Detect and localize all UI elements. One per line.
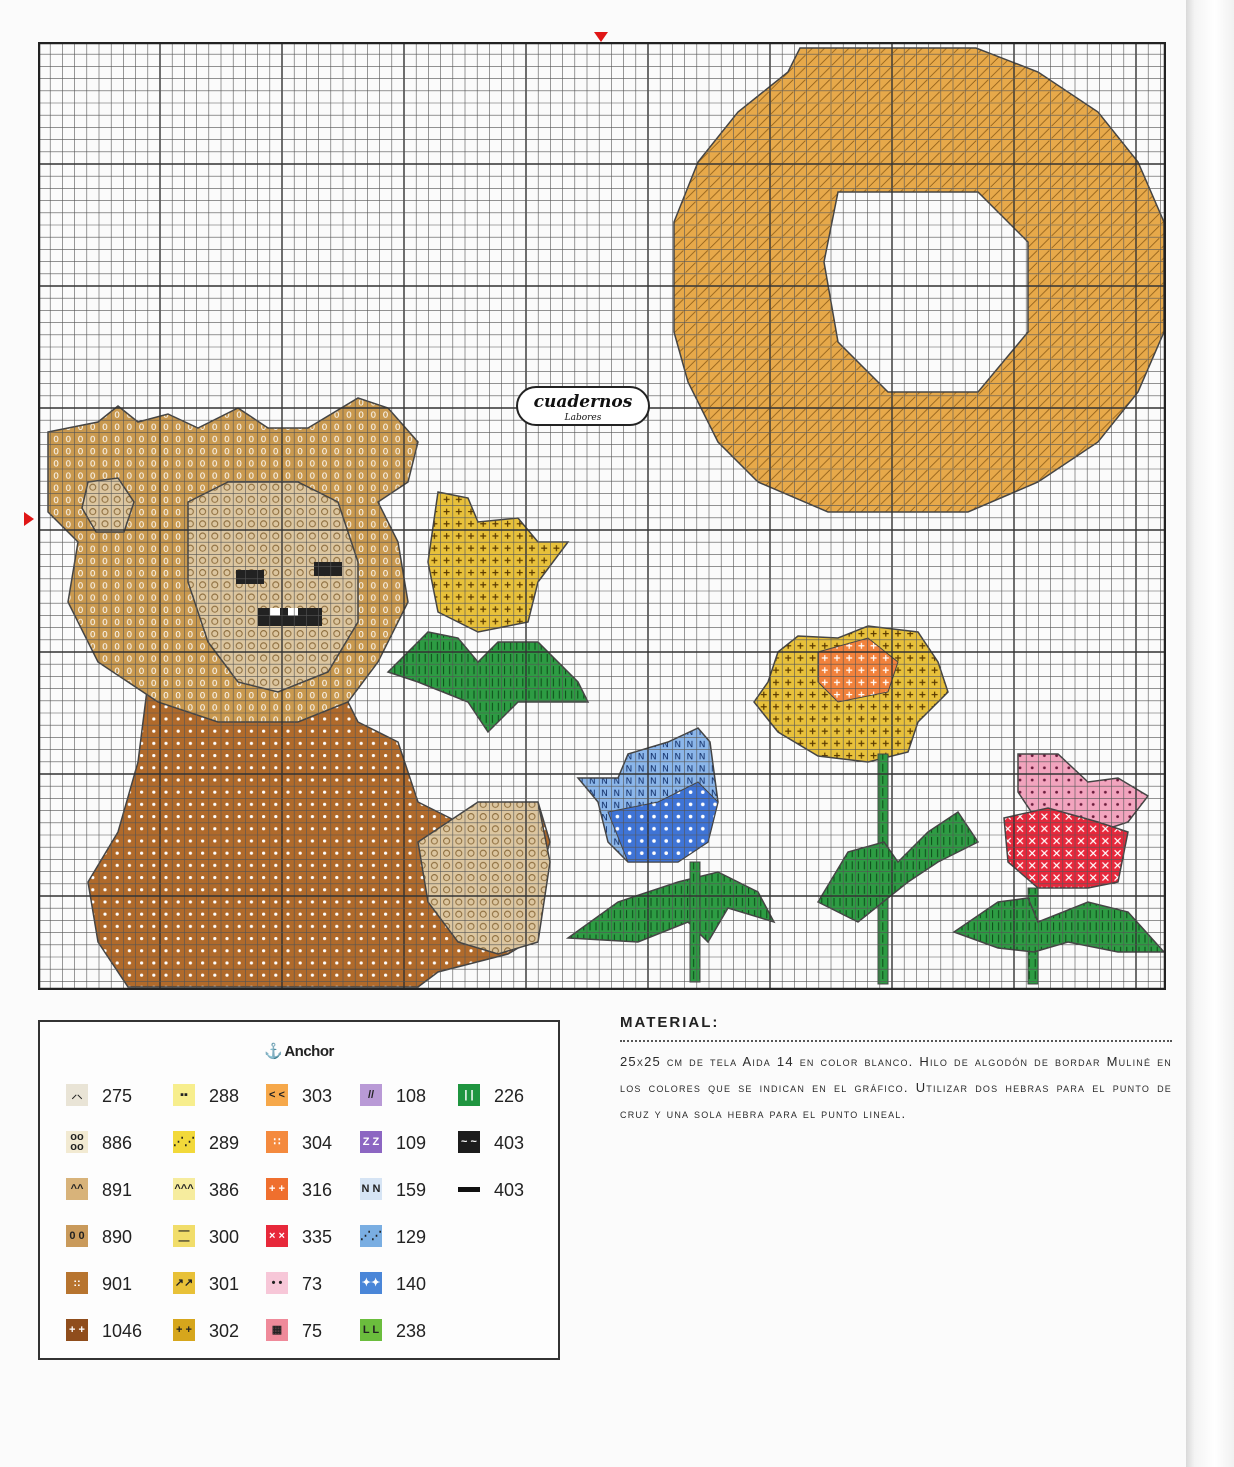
thread-swatch: ∷ (266, 1131, 288, 1153)
legend-item (360, 1223, 460, 1251)
yellow-tulip-motif (428, 492, 568, 632)
thread-code: 890 (102, 1227, 133, 1247)
logo-main-text: cuadernos (533, 392, 633, 412)
thread-swatch: ⋰⋰ (173, 1131, 195, 1153)
legend-item (173, 1082, 273, 1110)
red-tulip-leaves (954, 898, 1164, 952)
thread-code: 159 (396, 1180, 427, 1200)
thread-swatch: × × (266, 1225, 288, 1247)
thread-code: 301 (209, 1274, 240, 1294)
sunflower-leaves (818, 812, 978, 922)
thread-code: 891 (102, 1180, 133, 1200)
thread-swatch: ~ ~ (458, 1131, 480, 1153)
thread-swatch: ✦✦ (360, 1272, 382, 1294)
legend-item (173, 1223, 273, 1251)
legend-item (66, 1129, 166, 1157)
thread-code: 303 (302, 1086, 333, 1106)
bear-eye-right (314, 562, 342, 576)
thread-swatch: 0 0 (66, 1225, 88, 1247)
legend-item (360, 1317, 460, 1345)
thread-code: 302 (209, 1321, 240, 1341)
thread-swatch: L L (360, 1319, 382, 1341)
thread-swatch: :: (66, 1272, 88, 1294)
legend-item (173, 1270, 273, 1298)
thread-swatch: | | (458, 1084, 480, 1106)
thread-swatch: ▪▪ (173, 1084, 195, 1106)
thread-swatch: ▦ (266, 1319, 288, 1341)
legend-item (266, 1223, 366, 1251)
thread-swatch: ⸝⸜ (66, 1084, 88, 1106)
blue-tulip-stem (690, 862, 700, 982)
thread-code: 289 (209, 1133, 240, 1153)
legend-item (458, 1129, 558, 1157)
anchor-icon: ⚓ (264, 1043, 283, 1060)
legend-item (266, 1129, 366, 1157)
thread-swatch: // (360, 1084, 382, 1106)
bear-eye-left (236, 570, 264, 584)
center-marker-top (594, 32, 608, 42)
legend-item (66, 1223, 166, 1251)
legend-item (360, 1176, 460, 1204)
thread-code: 73 (302, 1274, 323, 1294)
cross-stitch-chart (38, 42, 1166, 990)
thread-code: 403 (494, 1133, 525, 1153)
thread-swatch: ^^ (66, 1178, 88, 1200)
thread-code: 108 (396, 1086, 427, 1106)
legend-item (360, 1082, 460, 1110)
legend-item (173, 1176, 273, 1204)
thread-swatch: + + (66, 1319, 88, 1341)
thread-code: 275 (102, 1086, 133, 1106)
legend-item (266, 1082, 366, 1110)
thread-swatch (458, 1178, 480, 1200)
thread-code: 316 (302, 1180, 333, 1200)
yellow-tulip-leaves (388, 632, 588, 732)
cuadernos-logo (516, 386, 650, 426)
thread-code: 109 (396, 1133, 427, 1153)
legend-item (66, 1176, 166, 1204)
material-title: MATERIAL: (620, 1014, 720, 1031)
thread-code: 140 (396, 1274, 427, 1294)
legend-brand (40, 1042, 558, 1060)
legend-item (458, 1176, 558, 1204)
thread-code: 226 (494, 1086, 525, 1106)
thread-code: 304 (302, 1133, 333, 1153)
thread-swatch: ^^^ (173, 1178, 195, 1200)
legend-item (173, 1317, 273, 1345)
material-divider (620, 1040, 1172, 1042)
page-edge (1186, 0, 1234, 1467)
thread-swatch: ⋰⋰ (360, 1225, 382, 1247)
center-marker-left (24, 512, 34, 526)
thread-swatch: + + (266, 1178, 288, 1200)
legend-item (360, 1129, 460, 1157)
thread-code: 75 (302, 1321, 323, 1341)
thread-code: 238 (396, 1321, 427, 1341)
thread-code: 300 (209, 1227, 240, 1247)
thread-swatch: • • (266, 1272, 288, 1294)
thread-code: 901 (102, 1274, 133, 1294)
brand-name: Anchor (284, 1043, 334, 1060)
material-text: 25x25 cm de tela Aida 14 en color blanco. Hilo de algodón de bordar Muliné en los colores que se indican en el gráfico. Utilizar dos hebras para el punto de cruz y una sola hebra para el punto lineal. (620, 1054, 1172, 1121)
thread-swatch: N N (360, 1178, 382, 1200)
thread-swatch: < < (266, 1084, 288, 1106)
thread-code: 335 (302, 1227, 333, 1247)
legend-item (266, 1270, 366, 1298)
legend-item (266, 1176, 366, 1204)
thread-swatch: Z Z (360, 1131, 382, 1153)
thread-swatch: oo oo (66, 1131, 88, 1153)
thread-swatch: — — (173, 1225, 195, 1247)
thread-legend (38, 1020, 560, 1360)
thread-code: 288 (209, 1086, 240, 1106)
legend-item (458, 1082, 558, 1110)
sun-motif (674, 48, 1164, 512)
thread-code: 129 (396, 1227, 427, 1247)
thread-code: 403 (494, 1180, 525, 1200)
legend-item (66, 1082, 166, 1110)
legend-item (66, 1317, 166, 1345)
legend-item (173, 1129, 273, 1157)
thread-code: 386 (209, 1180, 240, 1200)
thread-code: 1046 (102, 1321, 143, 1341)
thread-swatch: ↗↗ (173, 1272, 195, 1294)
thread-swatch: + + (173, 1319, 195, 1341)
pattern-grid (38, 42, 1166, 990)
legend-item (360, 1270, 460, 1298)
logo-sub-text: Labores (564, 413, 602, 423)
thread-code: 886 (102, 1133, 133, 1153)
legend-item (66, 1270, 166, 1298)
legend-item (266, 1317, 366, 1345)
